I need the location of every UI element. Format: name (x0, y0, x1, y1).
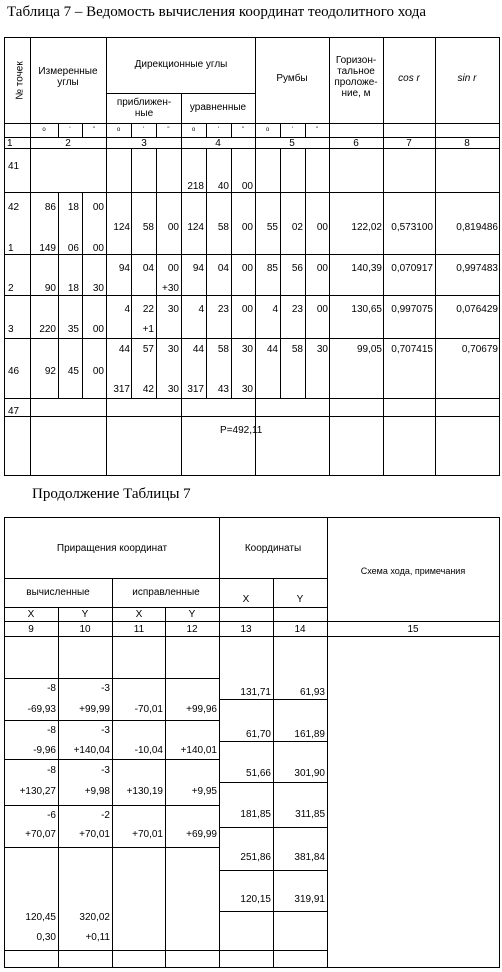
measured-angle-part: 45 (67, 366, 79, 377)
correction-y: -3 (101, 683, 110, 694)
increment-y-calc: +9,98 (84, 786, 110, 797)
adjusted-direction-part: 4 (198, 304, 204, 315)
approx-direction-part: 44 (118, 344, 130, 355)
sin-value: 0,076429 (456, 304, 498, 315)
approx-direction-part: 00 (167, 222, 179, 233)
horizontal-distance: 99,05 (356, 344, 382, 355)
initial-direction-part: 218 (187, 181, 204, 192)
misclosure-x: 0,30 (36, 932, 56, 943)
col-header-adjusted: уравненные (189, 102, 247, 113)
sum-y: 320,02 (79, 912, 110, 923)
col-header-rumb: Румбы (276, 73, 308, 84)
col-header-coordinates: Координаты (244, 543, 302, 554)
adjusted-direction-part: 317 (187, 384, 204, 395)
increment-y-calc: +99,99 (79, 704, 110, 715)
approx-direction-part: 94 (118, 263, 130, 274)
measured-angle-part: 00 (92, 243, 104, 254)
coordinate-x: 251,86 (240, 852, 271, 863)
coordinate-x: 120,15 (240, 894, 271, 905)
col-number: 5 (289, 138, 295, 149)
initial-direction-part: 40 (217, 181, 229, 192)
coordinate-y: 161,89 (294, 729, 325, 740)
adjusted-direction-part: 124 (187, 222, 204, 233)
correction-x: -8 (47, 765, 56, 776)
rumb-part: 56 (291, 263, 303, 274)
approx-direction-part: 22 (142, 304, 154, 315)
increment-x-corr: -10,04 (134, 745, 163, 756)
measured-angle-part: 00 (92, 202, 104, 213)
perimeter-total: P=492,11 (220, 425, 263, 436)
increment-x-calc: +70,07 (25, 829, 56, 840)
col-number: 8 (464, 138, 470, 149)
coordinate-x: 51,66 (245, 768, 271, 779)
correction-y: -3 (101, 725, 110, 736)
increment-y-calc: +70,01 (79, 829, 110, 840)
cos-value: 0,573100 (391, 222, 433, 233)
correction-x: -8 (47, 683, 56, 694)
col-number: 2 (65, 138, 71, 149)
approx-direction-part: 317 (113, 384, 130, 395)
adjusted-direction-part: 30 (241, 344, 253, 355)
unit-sec-3: " (315, 127, 319, 133)
increment-x-calc: -69,93 (27, 704, 56, 715)
correction-y: -2 (101, 810, 110, 821)
measured-angle-part: 18 (67, 283, 79, 294)
col-header-sin: sin r (457, 73, 477, 84)
measured-angle-part: 00 (92, 366, 104, 377)
misclosure-y: +0,11 (85, 932, 110, 943)
table1-title: Таблица 7 – Ведомость вычисления координат теодолитного хода (7, 4, 427, 20)
approx-direction-part: 30 (167, 344, 179, 355)
approx-direction-part: 30 (167, 384, 179, 395)
increment-y-corr: +9,95 (191, 786, 217, 797)
col-number: 10 (79, 624, 91, 635)
col-header-y-calc: Y (81, 609, 89, 620)
unit-sec-2: " (241, 127, 245, 133)
horizontal-distance: 140,39 (351, 263, 382, 274)
approx-direction-part: 00 (167, 263, 179, 274)
increment-y-calc: +140,04 (73, 745, 110, 756)
approx-direction-part: 57 (142, 344, 154, 355)
cos-value: 0,070917 (391, 263, 433, 274)
correction-x: -8 (47, 725, 56, 736)
rumb-part: 02 (291, 222, 303, 233)
point-number: 3 (8, 324, 14, 335)
unit-min-3: ' (291, 127, 294, 133)
col-header-y-corr: Y (188, 609, 196, 620)
point-number: 2 (8, 283, 14, 294)
col-number: 6 (353, 138, 359, 149)
point-number: 46 (8, 366, 20, 377)
col-header-approx: приближен-ные (116, 97, 172, 119)
col-header-x-calc: X (27, 609, 35, 620)
col-number: 12 (186, 624, 198, 635)
adjusted-direction-part: 04 (217, 263, 229, 274)
increment-y-corr: +99,96 (186, 704, 217, 715)
coordinate-y: 319,91 (294, 894, 325, 905)
measured-angle-part: 06 (67, 243, 79, 254)
unit-sec-1: " (167, 127, 170, 133)
rumb-part: 44 (266, 344, 278, 355)
measured-angle-part: 30 (92, 283, 104, 294)
approx-direction-part: 04 (142, 263, 154, 274)
col-header-horizontal: Горизон-тальное проложе-ние, м (334, 55, 378, 99)
coordinate-x: 131,71 (240, 687, 271, 698)
increment-x-corr: +130,19 (126, 786, 163, 797)
sin-value: 0,819486 (456, 222, 498, 233)
adjusted-direction-part: 44 (192, 344, 204, 355)
coordinate-x: 181,85 (240, 809, 271, 820)
cos-value: 0,997075 (391, 304, 433, 315)
col-header-directional: Дирекционные углы (134, 59, 228, 70)
adjusted-direction-part: 00 (241, 304, 253, 315)
rumb-part: 58 (291, 344, 303, 355)
adjusted-direction-part: 00 (241, 222, 253, 233)
col-header-scheme: Схема хода, примечания (360, 566, 466, 576)
adjusted-direction-part: 94 (192, 263, 204, 274)
increment-y-corr: +140,01 (180, 745, 217, 756)
correction-y: -3 (101, 765, 110, 776)
col-number: 15 (407, 624, 419, 635)
measured-angle-part: 00 (92, 324, 104, 335)
correction-x: -6 (47, 810, 56, 821)
col-number: 11 (133, 624, 145, 635)
adjusted-direction-part: 58 (217, 222, 229, 233)
measured-angle-part: 18 (67, 202, 79, 213)
col-header-x-coord: X (242, 594, 250, 605)
col-number: 7 (406, 138, 412, 149)
coordinate-y: 61,93 (299, 687, 325, 698)
unit-min-1: ' (142, 127, 145, 133)
adjusted-direction-part: 58 (217, 344, 229, 355)
approx-direction-part: 4 (124, 304, 130, 315)
col-number: 14 (294, 624, 306, 635)
sin-value: 0,70679 (461, 344, 498, 355)
increment-y-corr: +69,99 (186, 829, 217, 840)
rumb-part: 85 (266, 263, 278, 274)
col-number: 9 (28, 624, 34, 635)
approx-direction-part: 30 (167, 304, 179, 315)
coordinate-y: 301,90 (294, 768, 325, 779)
rumb-part: 30 (316, 344, 328, 355)
sum-x: 120,45 (25, 912, 56, 923)
rumb-part: 23 (291, 304, 303, 315)
col-header-calculated: вычисленные (26, 587, 90, 598)
approx-direction-part: 58 (142, 222, 154, 233)
col-header-measured: Измеренные углы (38, 66, 98, 88)
col-number: 4 (215, 138, 221, 149)
approx-direction-part: 124 (113, 222, 130, 233)
rumb-part: 4 (272, 304, 278, 315)
unit-deg-2: о (191, 127, 196, 133)
coordinate-x: 61,70 (245, 729, 271, 740)
unit-deg-1: о (116, 127, 121, 133)
point-number: 1 (8, 243, 14, 254)
rumb-part: 00 (316, 222, 328, 233)
measured-angle-part: 86 (44, 202, 56, 213)
horizontal-distance: 130,65 (351, 304, 382, 315)
approx-direction-part: 42 (142, 384, 154, 395)
table1-grid (4, 37, 500, 476)
measured-angle-part: 220 (39, 324, 56, 335)
measured-angle-part: 35 (67, 324, 79, 335)
sin-value: 0,997483 (456, 263, 498, 274)
point-number: 42 (8, 202, 20, 213)
unit-min-0: ' (69, 127, 71, 133)
adjusted-direction-part: 23 (217, 304, 229, 315)
col-number: 13 (240, 624, 252, 635)
measured-angle-part: 149 (39, 243, 56, 254)
col-header-corrected: исправленные (132, 587, 200, 598)
col-header-cos: cos r (398, 73, 420, 84)
adjusted-direction-part: 00 (241, 263, 253, 274)
measured-angle-part: 92 (44, 366, 56, 377)
rumb-part: 00 (316, 263, 328, 274)
rumb-part: 55 (266, 222, 278, 233)
col-header-increments: Приращения координат (56, 543, 168, 554)
coordinate-y: 381,84 (294, 852, 325, 863)
point-number: 41 (8, 161, 20, 172)
unit-deg-0: о (42, 127, 46, 133)
table2-title: Продолжение Таблицы 7 (32, 486, 191, 502)
horizontal-distance: 122,02 (351, 222, 382, 233)
increment-x-calc: +130,27 (19, 786, 56, 797)
unit-deg-3: о (265, 127, 270, 133)
col-header-y-coord: Y (296, 594, 304, 605)
col-header-x-corr: X (135, 609, 143, 620)
col-number: 3 (141, 138, 147, 149)
increment-x-corr: +70,01 (132, 829, 163, 840)
adjusted-direction-part: 43 (217, 384, 229, 395)
point-number: 47 (8, 406, 20, 417)
measured-angle-part: 90 (44, 283, 56, 294)
cos-value: 0,707415 (391, 344, 433, 355)
col-header-points: № точек (14, 61, 26, 100)
angle-correction: +30 (162, 283, 179, 294)
coordinate-y: 311,85 (295, 809, 325, 820)
initial-direction-part: 00 (241, 181, 253, 192)
angle-correction: +1 (142, 324, 154, 335)
increment-x-calc: -9,96 (33, 745, 56, 756)
unit-sec-0: " (92, 127, 96, 133)
unit-min-2: ' (217, 127, 220, 133)
col-number: 1 (7, 138, 13, 149)
adjusted-direction-part: 30 (241, 384, 253, 395)
rumb-part: 00 (316, 304, 328, 315)
increment-x-corr: -70,01 (134, 704, 163, 715)
